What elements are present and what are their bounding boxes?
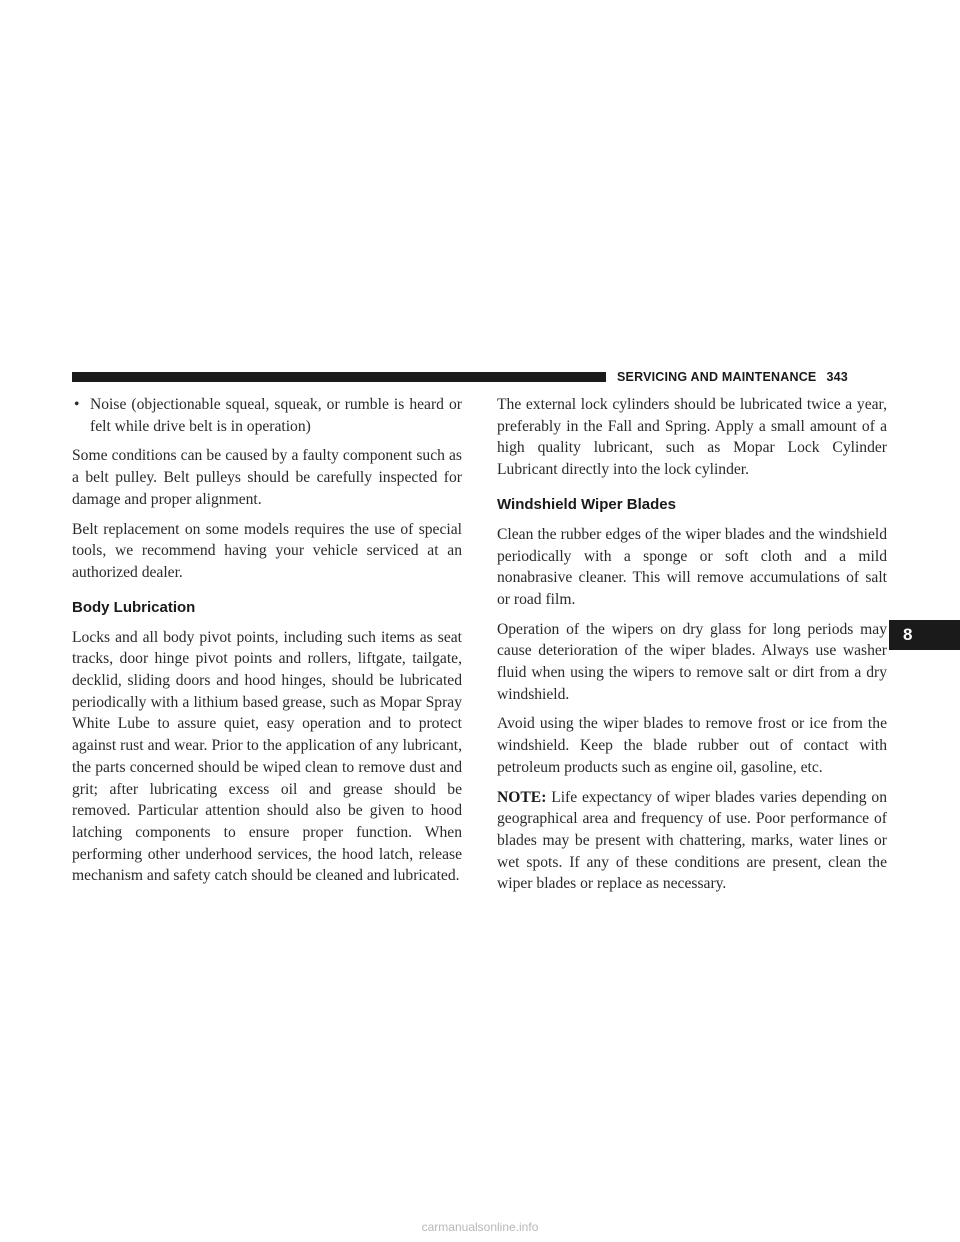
paragraph: Belt replacement on some models requires the use of special tools, we recommend having your vehicle serviced at an authorized dealer. [72,520,462,581]
chapter-tab [889,620,960,650]
right-column [497,394,887,903]
bullet-text: Noise (objectionable squeal, squeak, or rumble is heard or felt while drive belt is in operation) [90,396,462,435]
section-title: SERVICING AND MAINTENANCE [617,370,817,384]
watermark: carmanualsonline.info [421,1220,539,1234]
note-paragraph [497,787,887,896]
bullet-icon: • [74,396,80,413]
paragraph: Avoid using the wiper blades to remove frost or ice from the windshield. Keep the blade rubber out of contact with petroleum products such as engine oil, gasoline, etc. [497,715,887,776]
paragraph: Operation of the wipers on dry glass for long periods may cause deterioration of the wiper blades. Always use washer fluid when using the wipers to remove salt or dirt from a dry windshield. [497,620,887,703]
chapter-number: 8 [903,625,913,644]
note-text: Life expectancy of wiper blades varies depending on geographical area and frequency of use. Poor performance of blades may be present with chattering, marks, water lines or wet spots. If any of these conditions are present, clean the wiper blades or replace as necessary. [497,788,887,893]
paragraph: Some conditions can be caused by a faulty component such as a belt pulley. Belt pulleys should be carefully inspected for damage and proper alignment. [72,447,462,508]
header-rule [72,372,606,382]
section-heading: Body Lubrication [72,598,196,616]
note-label: NOTE: [497,788,547,806]
section-heading: Windshield Wiper Blades [497,495,676,513]
bullet-item [72,394,462,437]
paragraph: Clean the rubber edges of the wiper blades and the windshield periodically with a sponge or soft cloth and a mild nonabrasive cleaner. This will remove accumulations of salt or road film. [497,525,887,608]
running-header [617,368,848,386]
paragraph: Locks and all body pivot points, including such items as seat tracks, door hinge pivot points and rollers, liftgate, tailgate, decklid, sliding doors and hood hinges, should be lubricated periodically with a lithium based grease, such as Mopar Spray White Lube to assure quiet, easy operation and to protect against rust and wear. Prior to the application of any lubricant, the parts concerned should be wiped clean to remove dust and grit; after lubricating excess oil and grease should be removed. Particular attention should also be given to hood latching components to ensure proper function. When performing other underhood services, the hood latch, release mechanism and safety catch should be cleaned and lubricated. [72,628,462,885]
paragraph: The external lock cylinders should be lubricated twice a year, preferably in the Fall and Spring. Apply a small amount of a high quality lubricant, such as Mopar Lock Cylinder Lubricant directly into the lock cylinder. [497,396,887,479]
left-column [72,394,462,895]
page-number: 343 [826,370,848,384]
